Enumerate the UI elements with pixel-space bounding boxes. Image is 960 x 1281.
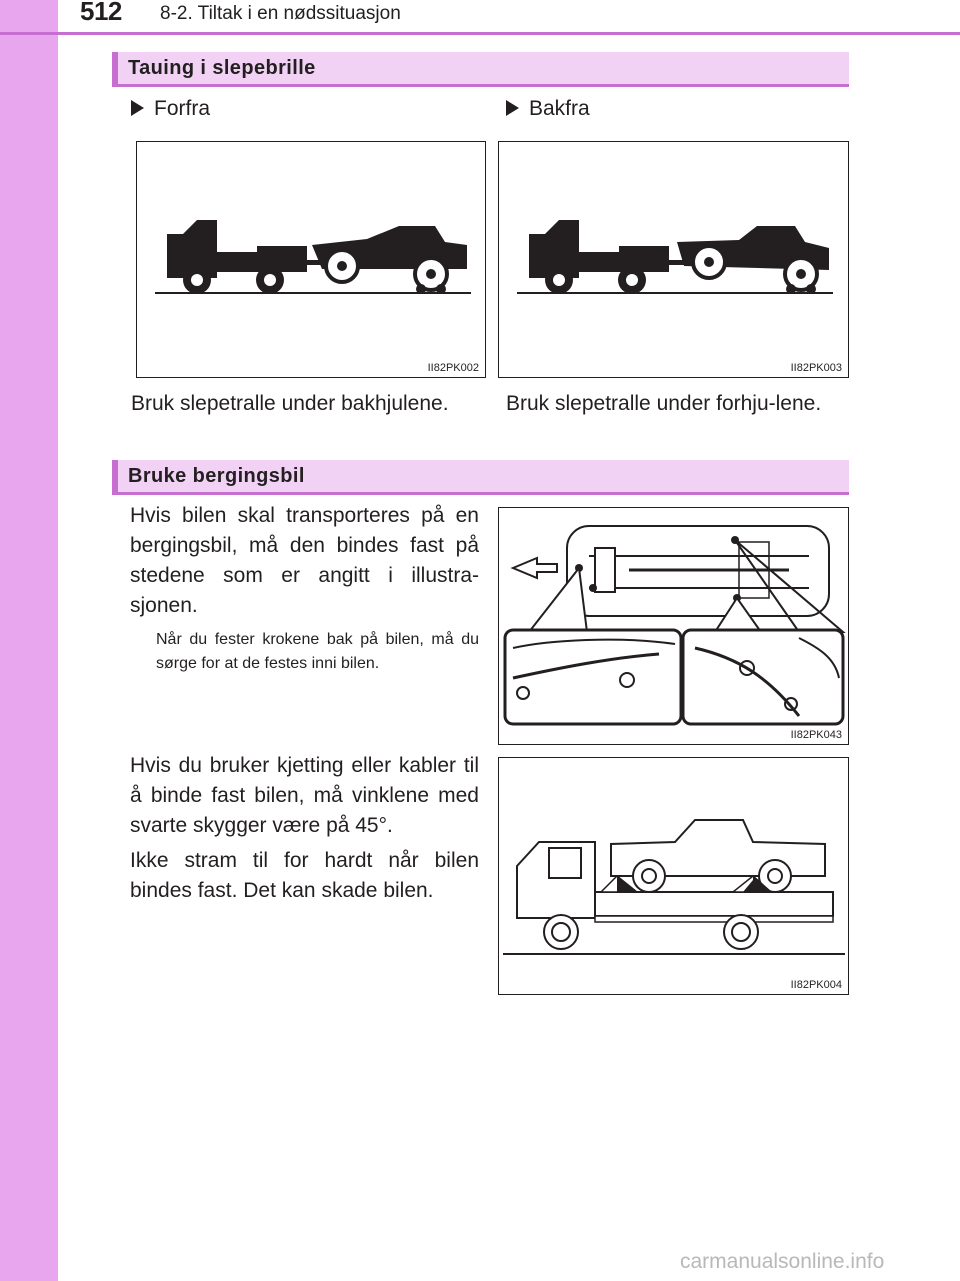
- paragraph-chains: Hvis du bruker kjetting eller kabler til å binde fast bilen, må vinklene med svarte skygger være på 45°.: [130, 754, 479, 837]
- figure-code: II82PK004: [790, 979, 842, 991]
- underbody-tiedown-illustration: [499, 508, 850, 746]
- chapter-title: 8-2. Tiltak i en nødssituasjon: [160, 3, 401, 24]
- paragraph-transport: Hvis bilen skal transporteres på en bergingsbil, må den bindes fast på stedene som er angitt i illustra-sjonen.: [130, 504, 479, 617]
- section-title: Tauing i slepebrille: [128, 57, 316, 79]
- figure-tiedown-points: [498, 507, 849, 745]
- figure-front-tow: [136, 141, 486, 378]
- figure-code: II82PK043: [790, 729, 842, 741]
- caption-front: Bruk slepetralle under bakhjulene.: [131, 392, 449, 415]
- page-side-strip: [0, 0, 58, 1281]
- caption-rear: Bruk slepetralle under forhju-lene.: [506, 392, 822, 415]
- tow-truck-dolly-rear-illustration: [137, 142, 487, 379]
- page-number: 512: [80, 0, 122, 26]
- tow-truck-dolly-front-illustration: [499, 142, 850, 379]
- figure-code: II82PK003: [790, 362, 842, 374]
- figure-rear-tow: [498, 141, 849, 378]
- section-accent: [112, 52, 118, 84]
- subheading-front: [131, 97, 210, 121]
- subheading-front-label: Forfra: [154, 97, 211, 120]
- figure-flatbed-truck: [498, 757, 849, 995]
- header-rule: [0, 32, 960, 35]
- paragraph-tighten: Ikke stram til for hardt når bilen bindes fast. Det kan skade bilen.: [130, 849, 479, 902]
- note-hooks: Når du fester krokene bak på bilen, må du sørge for at de festes inni bilen.: [156, 631, 479, 672]
- subheading-rear-label: Bakfra: [529, 97, 590, 120]
- figure-code: II82PK002: [427, 362, 479, 374]
- flatbed-truck-illustration: [499, 758, 850, 996]
- section-heading-flatbed: [112, 460, 849, 495]
- subheading-rear: [506, 97, 590, 121]
- section-heading-towing-dolly: [112, 52, 849, 87]
- triangle-bullet-icon: [506, 100, 519, 116]
- section-title: Bruke bergingsbil: [128, 465, 305, 487]
- triangle-bullet-icon: [131, 100, 144, 116]
- watermark: carmanualsonline.info: [680, 1250, 885, 1273]
- section-accent: [112, 460, 118, 492]
